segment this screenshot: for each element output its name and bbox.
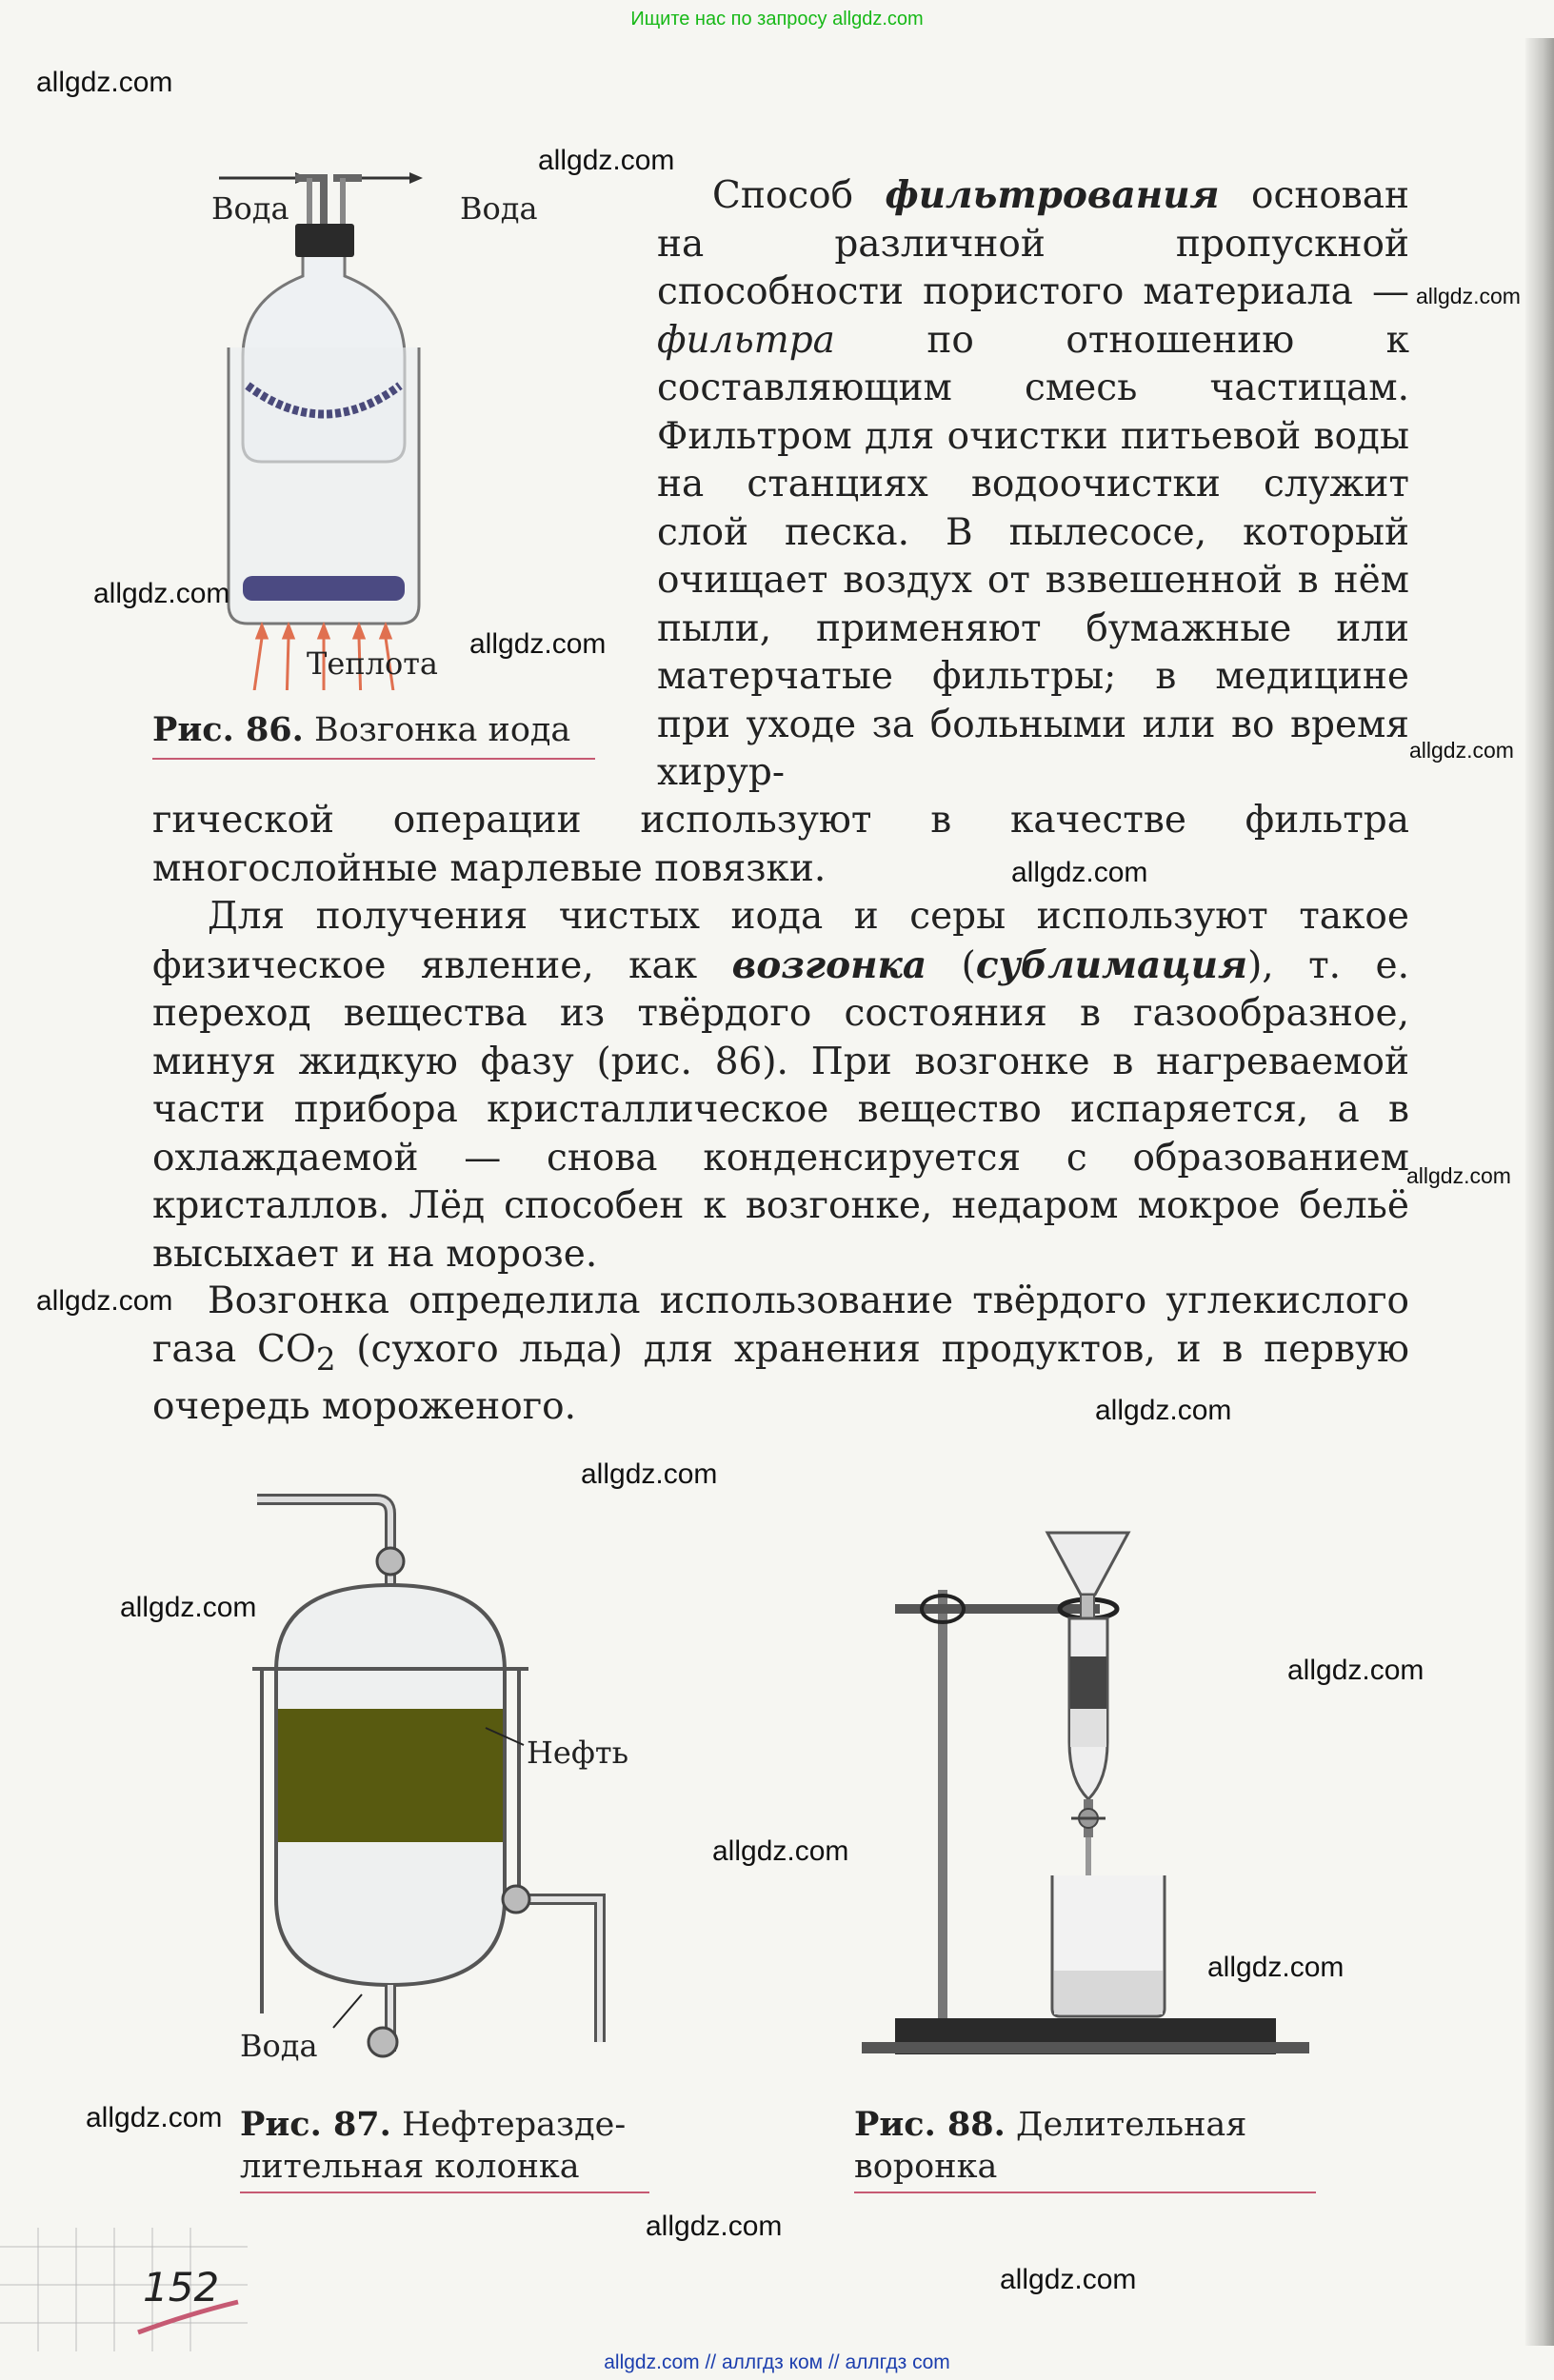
term-filtration: фильтрования xyxy=(885,173,1220,217)
fig87-caption-number: Рис. 87. xyxy=(240,2105,391,2144)
paragraph-filtration-cont: гической операции используют в качестве фильтра многослойные марлевые повязки. xyxy=(152,799,1409,890)
page-edge-shadow xyxy=(1525,38,1554,2346)
watermark[interactable]: allgdz.com xyxy=(1409,738,1514,763)
fig87-caption: Рис. 87. Нефтеразде- лительная колонка xyxy=(240,2105,627,2186)
watermark[interactable]: allgdz.com xyxy=(538,145,675,176)
paragraph-sublimation: Для получения чистых иода и серы используют такое физическое явление, как возгонка (сублимация), т. е. переход вещества из твёрдого состояния в газообразное, минуя жидкую фазу (рис. 86). При возгонке в нагреваемой части прибора кристаллическое вещество испаряется, а в охлаждаемой — снова конденсируется с образованием кристаллов. Лёд способен к возгонке, недаром мокрое бельё высыхает и на морозе. xyxy=(152,895,1409,1276)
figure-88-separating-funnel xyxy=(852,1514,1328,2094)
watermark[interactable]: allgdz.com xyxy=(36,67,173,98)
watermark[interactable]: allgdz.com xyxy=(581,1458,718,1490)
fig88-caption-number: Рис. 88. xyxy=(854,2105,1006,2144)
watermark[interactable]: allgdz.com xyxy=(93,578,230,609)
fig86-water-out-label: Вода xyxy=(460,190,538,227)
bottom-banner[interactable]: allgdz.com // аллгдз ком // аллгдз com xyxy=(604,2351,950,2373)
fig87-water-label: Вода xyxy=(240,2028,318,2064)
fig88-caption-underline xyxy=(854,2192,1316,2193)
term-sublimation: возгонка xyxy=(731,942,927,987)
fig87-oil-label: Нефть xyxy=(527,1735,629,1771)
watermark[interactable]: allgdz.com xyxy=(646,2211,783,2242)
figure-86-sublimation-apparatus xyxy=(190,157,438,690)
watermark[interactable]: allgdz.com xyxy=(120,1592,257,1623)
watermark[interactable]: allgdz.com xyxy=(36,1285,173,1317)
term-sublimation-alt: сублимация xyxy=(975,942,1248,987)
watermark[interactable]: allgdz.com xyxy=(1416,284,1521,308)
fig86-caption xyxy=(152,709,570,751)
watermark[interactable]: allgdz.com xyxy=(1095,1395,1232,1426)
fig87-caption-underline xyxy=(240,2192,649,2193)
watermark[interactable]: allgdz.com xyxy=(1011,857,1148,888)
watermark[interactable]: allgdz.com xyxy=(1406,1163,1511,1188)
paragraph-filtration: Способ фильтрования основан на различной пропускной способности пористого материала — фильтра по отношению к составляющим смесь частицам. Фильтром для очистки питьевой воды на станциях водоочистки служит слой песка. В пылесосе, который очищает воздух от взвешенной в нём пыли, применяют бумажные или матерчатые фильтры; в медицине при уходе за больными или во время хирур- xyxy=(657,173,1409,794)
fig86-heat-label: Теплота xyxy=(307,645,438,682)
watermark[interactable]: allgdz.com xyxy=(86,2102,223,2133)
watermark[interactable]: allgdz.com xyxy=(712,1835,849,1867)
page-number: 152 xyxy=(143,2264,220,2311)
paragraph-dry-ice: Возгонка определила использование твёрдого углекислого газа $CO_2$ (сухого льда) для хранения продуктов, и в первую очередь мороженого. xyxy=(152,1279,1409,1428)
fig86-caption-underline xyxy=(152,758,595,760)
watermark[interactable]: allgdz.com xyxy=(1287,1655,1424,1686)
figure-87-oil-separation-column xyxy=(238,1480,638,2090)
term-filter: фильтра xyxy=(657,318,835,362)
top-banner: Ищите нас по запросу allgdz.com xyxy=(630,9,924,30)
watermark[interactable]: allgdz.com xyxy=(469,628,607,660)
fig86-water-in-label: Вода xyxy=(211,190,289,227)
fig88-caption: Рис. 88. Делительная воронка xyxy=(854,2105,1247,2186)
watermark[interactable]: allgdz.com xyxy=(1000,2264,1137,2295)
fig86-caption-number: Рис. 86. xyxy=(152,710,304,749)
watermark[interactable]: allgdz.com xyxy=(1207,1952,1345,1983)
fig86-caption-text: Возгонка иода xyxy=(314,711,571,749)
